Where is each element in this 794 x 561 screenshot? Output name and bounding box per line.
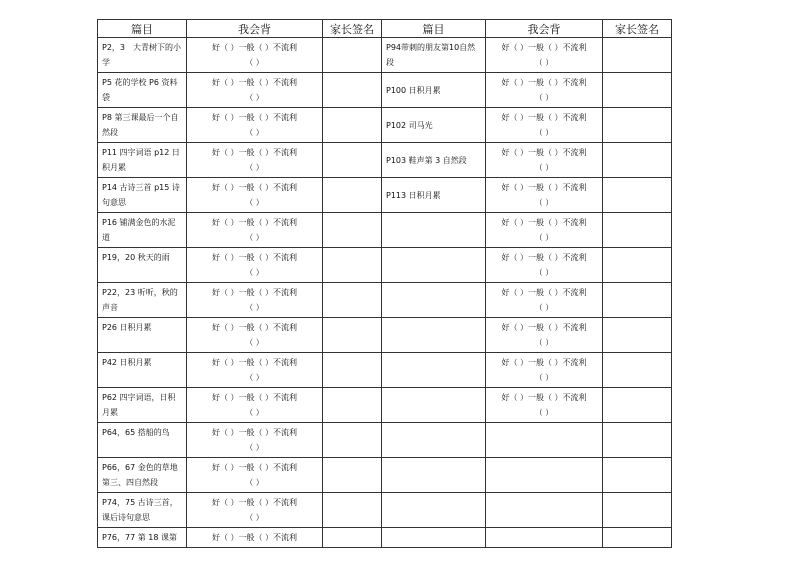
parent-signature-left	[323, 248, 382, 283]
table-row	[98, 318, 672, 353]
poem-title-left: P66，67 金色的草地第三、四自然段	[98, 458, 187, 493]
rating-options-cont: （ ）	[245, 163, 264, 172]
rating-options-cont: （ ）	[245, 128, 264, 137]
poem-title-right	[382, 528, 486, 548]
rating-options-cont: （ ）	[534, 408, 554, 417]
header-title-right: 篇目	[382, 20, 486, 38]
recite-rating-left	[187, 458, 323, 493]
parent-signature-left	[323, 388, 382, 423]
rating-options-cont: （ ）	[245, 513, 264, 522]
poem-title-right	[382, 388, 486, 423]
poem-title-right: P94带刺的朋友第10自然段	[382, 38, 486, 73]
rating-options: 好（ ）一般（ ）不流利	[501, 393, 587, 402]
poem-title-right	[382, 493, 486, 528]
parent-signature-left	[323, 178, 382, 213]
poem-title-left: P76，77 第 18 课第	[98, 528, 187, 548]
poem-title-left: P64，65 搭船的鸟	[98, 423, 187, 458]
rating-options: 好（ ）一般（ ）不流利	[501, 288, 587, 297]
rating-options: 好（ ）一般（ ）不流利	[211, 218, 298, 227]
recite-rating-right	[486, 423, 603, 458]
rating-options: 好（ ）一般（ ）不流利	[501, 183, 587, 192]
rating-options: 好（ ）一般（ ）不流利	[211, 393, 298, 402]
parent-signature-right	[603, 458, 672, 493]
header-row	[98, 20, 672, 38]
poem-title-right	[382, 353, 486, 388]
table-row	[98, 493, 672, 528]
rating-options: 好（ ）一般（ ）不流利	[501, 218, 587, 227]
recitation-table	[97, 19, 672, 548]
rating-options-cont: （ ）	[534, 163, 554, 172]
rating-options: 好（ ）一般（ ）不流利	[211, 533, 298, 542]
header-recite-left: 我会背	[187, 20, 323, 38]
table-row	[98, 178, 672, 213]
rating-options-cont: （ ）	[534, 268, 554, 277]
poem-title-left: P42 日积月累	[98, 353, 187, 388]
recite-rating-right	[486, 318, 603, 353]
parent-signature-left	[323, 493, 382, 528]
recite-rating-right	[486, 388, 603, 423]
parent-signature-left	[323, 213, 382, 248]
poem-title-right	[382, 248, 486, 283]
poem-title-left: P62 四字词语，日积月累	[98, 388, 187, 423]
parent-signature-right	[603, 108, 672, 143]
recite-rating-left	[187, 38, 323, 73]
parent-signature-right	[603, 318, 672, 353]
recite-rating-right	[486, 248, 603, 283]
recite-rating-right	[486, 73, 603, 108]
rating-options: 好（ ）一般（ ）不流利	[211, 463, 298, 472]
recite-rating-right	[486, 283, 603, 318]
rating-options: 好（ ）一般（ ）不流利	[501, 148, 587, 157]
table-row	[98, 73, 672, 108]
table-row	[98, 213, 672, 248]
parent-signature-right	[603, 38, 672, 73]
rating-options: 好（ ）一般（ ）不流利	[211, 183, 298, 192]
parent-signature-right	[603, 213, 672, 248]
table-row	[98, 528, 672, 548]
parent-signature-left	[323, 283, 382, 318]
rating-options-cont: （ ）	[245, 303, 264, 312]
rating-options-cont: （ ）	[245, 373, 264, 382]
recite-rating-right	[486, 38, 603, 73]
rating-options-cont: （ ）	[245, 93, 264, 102]
parent-signature-left	[323, 353, 382, 388]
recite-rating-right	[486, 178, 603, 213]
poem-title-left: P19，20 秋天的雨	[98, 248, 187, 283]
table-row	[98, 283, 672, 318]
parent-signature-left	[323, 38, 382, 73]
recite-rating-right	[486, 528, 603, 548]
rating-options-cont: （ ）	[245, 233, 264, 242]
parent-signature-right	[603, 143, 672, 178]
recite-rating-left	[187, 423, 323, 458]
recite-rating-left	[187, 388, 323, 423]
parent-signature-left	[323, 143, 382, 178]
recite-rating-right	[486, 213, 603, 248]
poem-title-left: P11 四字词语 p12 日积月累	[98, 143, 187, 178]
rating-options: 好（ ）一般（ ）不流利	[211, 358, 298, 367]
parent-signature-right	[603, 73, 672, 108]
poem-title-left: P5 花的学校 P6 资料袋	[98, 73, 187, 108]
rating-options-cont: （ ）	[534, 303, 554, 312]
rating-options: 好（ ）一般（ ）不流利	[501, 113, 587, 122]
recite-rating-left	[187, 318, 323, 353]
rating-options-cont: （ ）	[245, 478, 264, 487]
parent-signature-left	[323, 423, 382, 458]
recite-rating-left	[187, 178, 323, 213]
poem-title-right	[382, 423, 486, 458]
table-row	[98, 353, 672, 388]
poem-title-right	[382, 283, 486, 318]
recite-rating-left	[187, 248, 323, 283]
recite-rating-right	[486, 353, 603, 388]
poem-title-right: P102 司马光	[382, 108, 486, 143]
poem-title-left: P2，3 大青树下的小学	[98, 38, 187, 73]
parent-signature-left	[323, 528, 382, 548]
parent-signature-right	[603, 178, 672, 213]
recite-rating-right	[486, 108, 603, 143]
recite-rating-left	[187, 283, 323, 318]
table-row	[98, 108, 672, 143]
rating-options-cont: （ ）	[245, 443, 264, 452]
parent-signature-right	[603, 423, 672, 458]
poem-title-right	[382, 213, 486, 248]
rating-options-cont: （ ）	[245, 58, 264, 67]
rating-options: 好（ ）一般（ ）不流利	[211, 288, 298, 297]
poem-title-right	[382, 318, 486, 353]
poem-title-left: P74，75 古诗三首，课后诗句意思	[98, 493, 187, 528]
rating-options: 好（ ）一般（ ）不流利	[501, 323, 587, 332]
rating-options-cont: （ ）	[534, 198, 554, 207]
recite-rating-left	[187, 143, 323, 178]
parent-signature-right	[603, 528, 672, 548]
recite-rating-left	[187, 493, 323, 528]
poem-title-left: P16 铺满金色的水泥道	[98, 213, 187, 248]
rating-options-cont: （ ）	[534, 128, 554, 137]
recite-rating-left	[187, 108, 323, 143]
rating-options-cont: （ ）	[245, 408, 264, 417]
rating-options-cont: （ ）	[245, 268, 264, 277]
table-row	[98, 143, 672, 178]
rating-options: 好（ ）一般（ ）不流利	[211, 253, 298, 262]
rating-options: 好（ ）一般（ ）不流利	[501, 78, 587, 87]
rating-options-cont: （ ）	[534, 338, 554, 347]
rating-options-cont: （ ）	[245, 338, 264, 347]
rating-options: 好（ ）一般（ ）不流利	[501, 253, 587, 262]
rating-options: 好（ ）一般（ ）不流利	[501, 43, 587, 52]
rating-options: 好（ ）一般（ ）不流利	[211, 428, 298, 437]
parent-signature-left	[323, 458, 382, 493]
rating-options-cont: （ ）	[534, 58, 554, 67]
rating-options: 好（ ）一般（ ）不流利	[211, 78, 298, 87]
header-title-left: 篇目	[98, 20, 187, 38]
parent-signature-right	[603, 353, 672, 388]
table-row	[98, 388, 672, 423]
recite-rating-left	[187, 213, 323, 248]
header-recite-right: 我会背	[486, 20, 603, 38]
header-sign-right: 家长签名	[603, 20, 672, 38]
rating-options-cont: （ ）	[534, 373, 554, 382]
parent-signature-right	[603, 493, 672, 528]
rating-options: 好（ ）一般（ ）不流利	[211, 498, 298, 507]
rating-options: 好（ ）一般（ ）不流利	[211, 323, 298, 332]
recite-rating-right	[486, 493, 603, 528]
table-row	[98, 423, 672, 458]
poem-title-right: P103 鞋声第 3 自然段	[382, 143, 486, 178]
poem-title-right: P113 日积月累	[382, 178, 486, 213]
rating-options: 好（ ）一般（ ）不流利	[211, 148, 298, 157]
parent-signature-left	[323, 73, 382, 108]
table-row	[98, 248, 672, 283]
poem-title-right	[382, 458, 486, 493]
table-row	[98, 458, 672, 493]
recite-rating-left	[187, 528, 323, 548]
recite-rating-left	[187, 73, 323, 108]
parent-signature-left	[323, 318, 382, 353]
poem-title-left: P8 第三课最后一个自然段	[98, 108, 187, 143]
parent-signature-right	[603, 283, 672, 318]
parent-signature-left	[323, 108, 382, 143]
poem-title-left: P26 日积月累	[98, 318, 187, 353]
poem-title-left: P14 古诗三首 p15 诗句意思	[98, 178, 187, 213]
rating-options: 好（ ）一般（ ）不流利	[211, 43, 298, 52]
table-row	[98, 38, 672, 73]
recite-rating-left	[187, 353, 323, 388]
poem-title-left: P22，23 听听，秋的声音	[98, 283, 187, 318]
poem-title-right: P100 日积月累	[382, 73, 486, 108]
rating-options: 好（ ）一般（ ）不流利	[211, 113, 298, 122]
header-sign-left: 家长签名	[323, 20, 382, 38]
parent-signature-right	[603, 388, 672, 423]
rating-options: 好（ ）一般（ ）不流利	[501, 358, 587, 367]
recite-rating-right	[486, 143, 603, 178]
rating-options-cont: （ ）	[245, 198, 264, 207]
parent-signature-right	[603, 248, 672, 283]
rating-options-cont: （ ）	[534, 233, 554, 242]
rating-options-cont: （ ）	[534, 93, 554, 102]
recite-rating-right	[486, 458, 603, 493]
